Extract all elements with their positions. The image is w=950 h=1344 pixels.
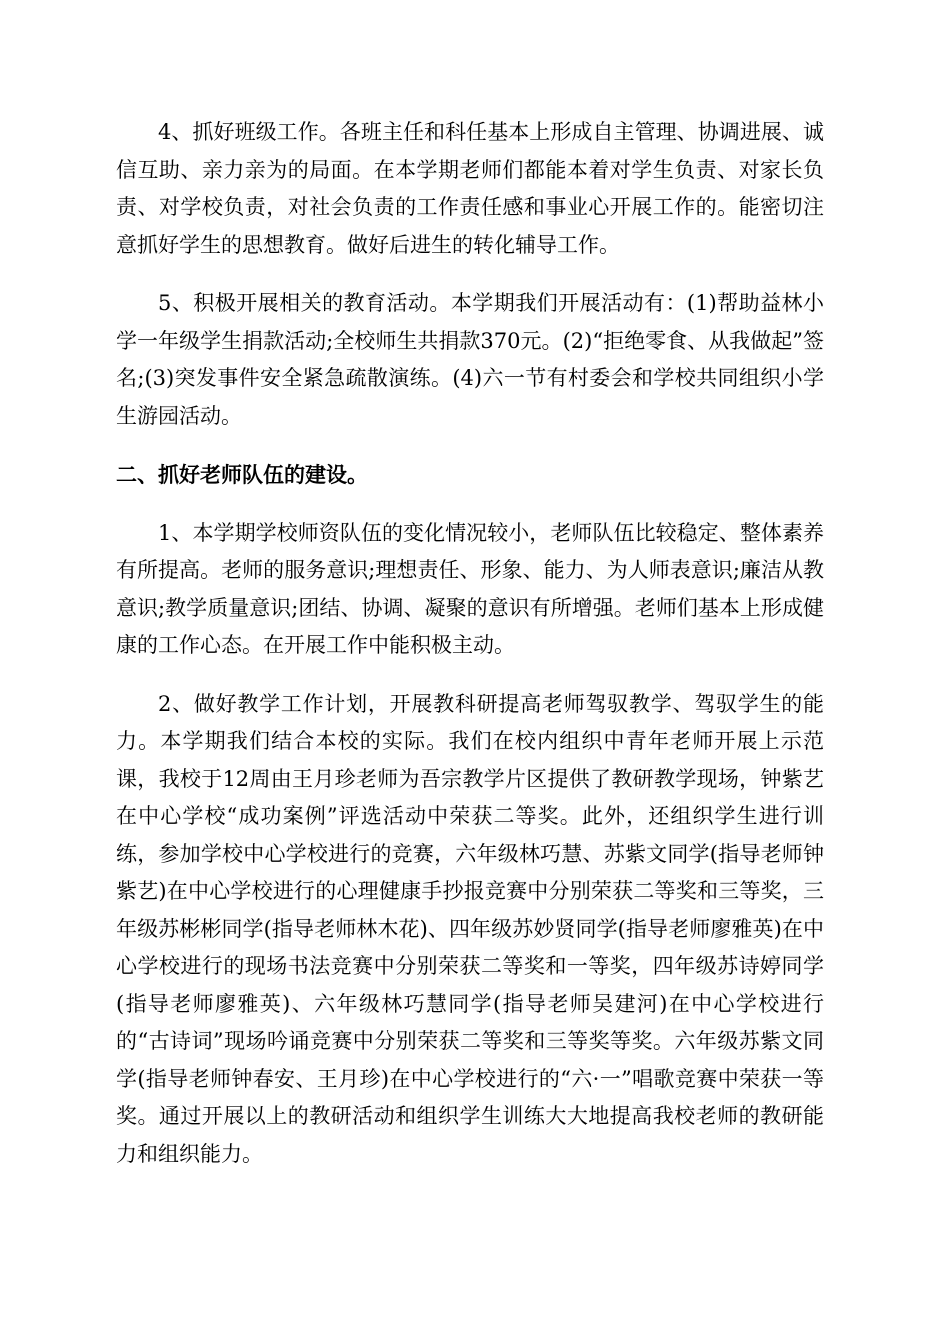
paragraph-gap [116, 435, 824, 456]
paragraph-class-work: 4、抓好班级工作。各班主任和科任基本上形成自主管理、协调进展、诚信互助、亲力亲为的局面。在本学期老师们都能本着对学生负责、对家长负责、对学校负责，对社会负责的工作责任感和事业心开展工作的。能密切注意抓好学生的思想教育。做好后进生的转化辅导工作。 [116, 120, 824, 257]
paragraph-education-activities: 5、积极开展相关的教育活动。本学期我们开展活动有：(1)帮助益林小学一年级学生捐款活动;全校师生共捐款370元。(2)“拒绝零食、从我做起”签名;(3)突发事件安全紧急疏散演练。(4)六一节有村委会和学校共同组织小学生游园活动。 [116, 291, 824, 428]
paragraph-gap [116, 494, 824, 515]
paragraph-gap [116, 665, 824, 686]
paragraph-teacher-quality: 1、本学期学校师资队伍的变化情况较小，老师队伍比较稳定、整体素养有所提高。老师的服务意识;理想责任、形象、能力、为人师表意识;廉洁从教意识;教学质量意识;团结、协调、凝聚的意识有所增强。老师们基本上形成健康的工作心态。在开展工作中能积极主动。 [116, 520, 824, 657]
section-heading-teacher-team: 二、抓好老师队伍的建设。 [116, 462, 368, 487]
paragraph-teaching-plan: 2、做好教学工作计划，开展教科研提高老师驾驭教学、驾驭学生的能力。本学期我们结合本校的实际。我们在校内组织中青年老师开展上示范课，我校于12周由王月珍老师为吾宗教学片区提供了教研教学现场，钟紫艺在中心学校“成功案例”评选活动中荣获二等奖。此外，还组织学生进行训练，参加学校中心学校进行的竞赛，六年级林巧慧、苏紫文同学(指导老师钟紫艺)在中心学校进行的心理健康手抄报竞赛中分别荣获二等奖和三等奖，三年级苏彬彬同学(指导老师林木花)、四年级苏妙贤同学(指导老师廖雅英)在中心学校进行的现场书法竞赛中分别荣获二等奖和一等奖，四年级苏诗婷同学(指导老师廖雅英)、六年级林巧慧同学(指导老师吴建河)在中心学校进行的“古诗词”现场吟诵竞赛中分别荣获二等奖和三等奖等奖。六年级苏紫文同学(指导老师钟春安、王月珍)在中心学校进行的“六·一”唱歌竞赛中荣获一等奖。通过开展以上的教研活动和组织学生训练大大地提高我校老师的教研能力和组织能力。 [116, 691, 824, 1166]
paragraph-gap [116, 264, 824, 285]
